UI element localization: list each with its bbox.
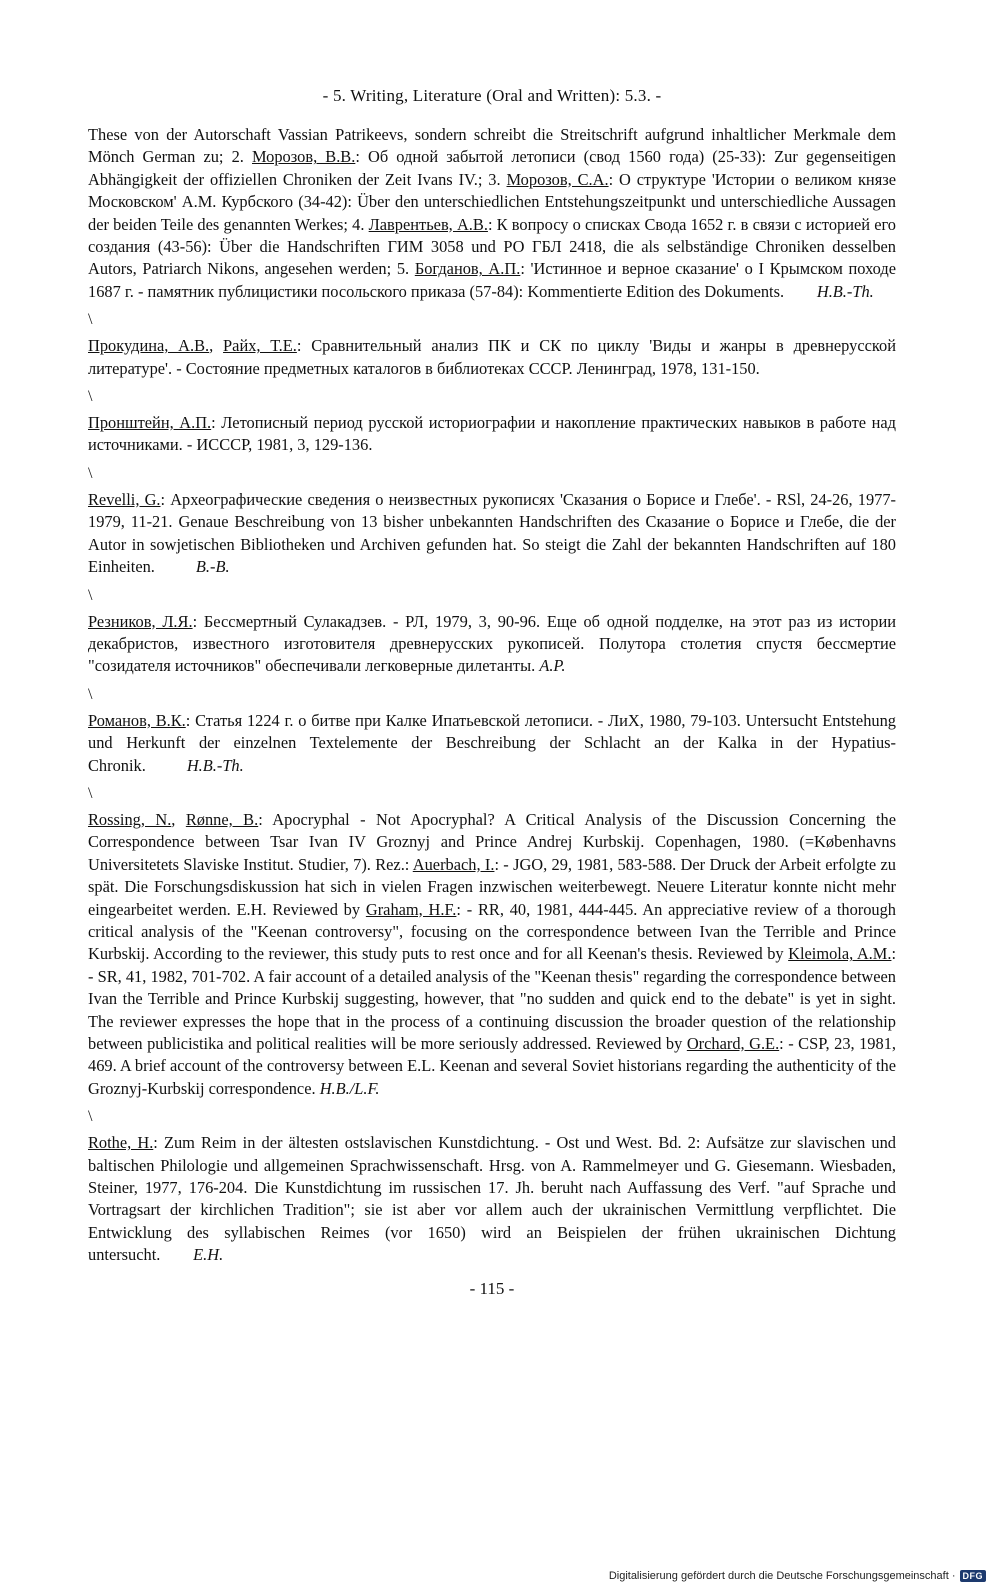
author-name: Revelli, G. [88, 489, 161, 509]
entry-text: Revelli, G.: Археографические сведения о неизвестных рукописях 'Сказания о Борисе и Глебе'. - RSl, 24-26, 1977-1979, 11-21. Genaue Beschreibung von 13 bisher unbekannten Handschriften des Сказание о Борисе и Глебе, die der Autor in sowjetischen Bibliotheken und Archiven gefunden hat. So steigt die Zahl der bekannten Handschriften auf 180 Einheiten. B.-B. [88, 489, 896, 577]
entry-text: Rothe, H.: Zum Reim in der ältesten ostslavischen Kunstdichtung. - Ost und West. Bd. 2: Aufsätze zur slavischen und baltischen Philologie und allgemeinen Sprachwissenschaft. Hrsg. von A. Rammelmeyer und G. Giesemann. Wiesbaden, Steiner, 1977, 176-204. Die Kunstdichtung im russischen 17. Jh. beruht nach Auffassung des Verf. "auf Sprache und Vortragsart der kirchlichen Tradition"; sie ist aber vor allem auch der ukrainischen Vermittlung verpflichtet. Die Entwicklung des syllabischen Reimes (vor 1650) wird an Beispielen der frühen ukrainischen Dichtung untersucht. E.H. [88, 1133, 896, 1265]
bibliography-entry [88, 124, 896, 303]
author-name: Пронштейн, А.П. [88, 413, 212, 433]
reviewer-name: Orchard, G.E. [686, 1034, 780, 1053]
author-name: Морозов, В.В. [252, 147, 356, 167]
reviewer-initials: A.P. [539, 656, 566, 676]
reviewer-name: Kleimola, A.M. [788, 944, 892, 964]
author-name: Романов, В.К. [88, 710, 186, 730]
entry-text: Пронштейн, А.П.: Летописный период русской историографии и накопление практических навыков в работе над источниками. - ИСССР, 1981, 3, 129-136. [88, 413, 896, 455]
author-name: Райх, Т.Е. [223, 336, 297, 356]
reviewer-initials: E.H. [193, 1245, 224, 1265]
document-page [88, 86, 896, 1299]
author-name: Прокудина, А.В. [88, 336, 210, 356]
entry-separator: \ [88, 464, 93, 482]
reviewer-initials: H.B./L.F. [319, 1078, 380, 1098]
entry-separator: \ [88, 784, 93, 802]
entry-separator: \ [88, 311, 93, 329]
entry-separator: \ [88, 685, 93, 703]
author-name: Резников, Л.Я. [88, 611, 193, 631]
reviewer-initials: H.B.-Th. [816, 281, 874, 301]
footer-text: Digitalisierung gefördert durch die Deutsche Forschungsgemeinschaft · [608, 1570, 956, 1582]
author-name: Лаврентьев, А.В. [368, 214, 488, 234]
running-head: - 5. Writing, Literature (Oral and Written): 5.3. - [322, 86, 662, 105]
entry-text: These von der Autorschaft Vassian Patrikeevs, sondern schreibt die Streitschrift aufgrund inhaltlicher Merkmale dem Mönch German zu; 2. Морозов, В.В.: Об одной забытой летописи (свод 1560 года) (25-33): Zur gegenseitigen Abhängigkeit der offiziellen Chroniken der Zeit Ivans IV.; 3. Морозов, С.А.: О структуре 'Истории о великом князе Московском' А.М. Курбского (34-42): Über den unterschiedlichen Entstehungszeitpunkt und unterschiedliche Aussagen der beiden Teile des genannten Werkes; 4. Лаврентьев, А.В.: К вопросу о списках Свода 1652 г. в связи с историей его создания (43-56): Über die Handschriften ГИМ 3058 und РО ГБЛ 2418, die als selbständige Chroniken desselben Autors, Patriarch Nikons, angesehen werden; 5. Богданов, А.П.: 'Истинное и верное сказание' о I Крымском походе 1687 г. - памятник публицистики посольского приказа (57-84): Kommentierte Edition des Dokuments. H.B.-Th. [88, 125, 897, 301]
bibliography-entry [88, 710, 896, 777]
author-name: Rossing, N. [88, 809, 172, 829]
entry-text: Rossing, N., Rønne, B.: Apocryphal - Not Apocryphal? A Critical Analysis of the Discussion Concerning the Correspondence between Tsar Ivan IV Groznyj and Prince Andrej Kurbskij. Copenhagen, 1980. (=Københavns Universitetets Slaviske Institut. Studier, 7). Rez.: Auerbach, I.: - JGO, 29, 1981, 583-588. Der Druck der Arbeit erfolgte zu spät. Die Forschungsdiskussion hat sich in vielen Fragen inzwischen weiterbewegt. Neuere Literatur konnte nicht mehr eingearbeitet werden. E.H. Reviewed by Graham, H.F.: - RR, 40, 1981, 444-445. An appreciative review of a thorough critical analysis of the "Keenan controversy", focusing on the correspondence between Ivan the Terrible and Prince Kurbskij. According to the reviewer, this study puts to rest once and for all Keenan's thesis. Reviewed by Kleimola, A.M.: - SR, 41, 1982, 701-702. A fair account of a detailed analysis of the "Keenan thesis" regarding the correspondence between Ivan the Terrible and Prince Kurbskij suggesting, however, that "no sudden and quick end to the debate" is yet in sight. The reviewer expresses the hope that in the process of a continuing discussion the broader question of the relationship between publicistika and political realities will be more seriously addressed. Reviewed by Orchard, G.E.: - CSP, 23, 1981, 469. A brief account of the controversy between E.L. Keenan and several Soviet historians regarding the authenticity of the Groznyj-Kurbskij correspondence. H.B./L.F. [88, 809, 897, 1098]
entry-text: Резников, Л.Я.: Бессмертный Сулакадзев. - РЛ, 1979, 3, 90-96. Еще об одной подделке, на этот раз из истории декабристов, известного изготовителя древнерусских рукописей. Полутора столетия спустя бессмертие "созидателя источников" обеспечивали легковерные дилетанты. A.P. [88, 611, 896, 676]
digitization-footer [609, 1570, 986, 1582]
bibliography-entry [88, 611, 896, 678]
author-name: Морозов, С.А. [506, 169, 609, 189]
reviewer-name: Auerbach, I. [412, 854, 495, 874]
author-name: Rønne, B. [185, 809, 259, 829]
bibliography-entry [88, 489, 896, 579]
bibliography-entry [88, 809, 896, 1100]
reviewer-name: Graham, H.F. [365, 899, 457, 919]
reviewer-initials: B.-B. [195, 557, 230, 577]
bibliography-entry [88, 335, 896, 380]
entry-separator: \ [88, 388, 93, 406]
reviewer-initials: H.B.-Th. [186, 755, 244, 775]
dfg-logo-icon: DFG [960, 1570, 987, 1582]
entry-text: Прокудина, А.В., Райх, Т.Е.: Сравнительный анализ ПК и СК по циклу 'Виды и жанры в древнерусской литературе'. - Состояние предметных каталогов в библиотеках СССР. Ленинград, 1978, 131-150. [88, 336, 896, 378]
author-name: Rothe, H. [88, 1133, 154, 1153]
author-name: Богданов, А.П. [414, 259, 521, 279]
entry-separator: \ [88, 586, 93, 604]
bibliography-entry [88, 412, 896, 457]
page-number: - 115 - [469, 1278, 515, 1298]
entry-separator: \ [88, 1108, 93, 1126]
entry-text: Романов, В.К.: Статья 1224 г. о битве при Калке Ипатьевской летописи. - ЛиХ, 1980, 79-103. Untersucht Entstehung und Herkunft der einzelnen Textelemente der Beschreibung der Schlacht an der Kalka in der Hypatius-Chronik. H.B.-Th. [88, 710, 896, 775]
bibliography-entry [88, 1132, 896, 1266]
